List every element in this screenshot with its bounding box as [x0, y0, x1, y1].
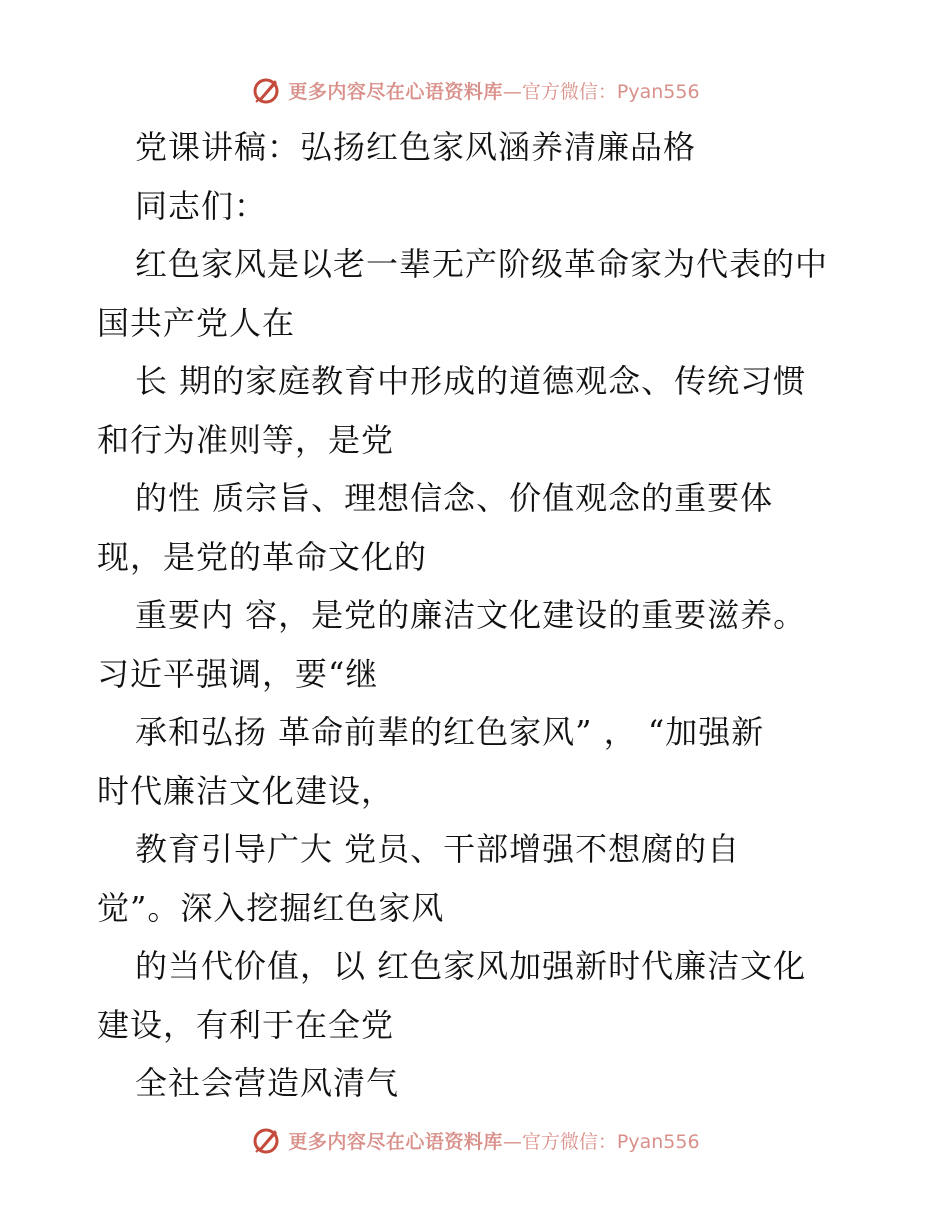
text-line: 长 期的家庭教育中形成的道德观念、传统习惯 — [135, 362, 807, 400]
quill-logo-icon — [250, 1124, 282, 1156]
text-line: 建设，有利于在全党 — [97, 1005, 395, 1044]
text-line: 觉”。深入挖掘红色家风 — [97, 888, 445, 927]
footer-banner-text: 更多内容尽在心语资料库 — [288, 1130, 503, 1153]
text-line: 承和弘扬 革命前辈的红色家风” ， “加强新 — [135, 713, 765, 751]
text-line: 国共产党人在 — [97, 303, 296, 342]
text-line: 和行为准则等，是党 — [97, 420, 395, 459]
text-line: 教育引导广大 党员、干部增强不想腐的自 — [135, 830, 741, 868]
document-title: 党课讲稿：弘扬红色家风涵养清廉品格 — [135, 128, 697, 166]
text-line: 的当代价值，以 红色家风加强新时代廉洁文化 — [135, 947, 807, 985]
footer-banner — [0, 1120, 950, 1160]
quill-logo-icon — [250, 74, 282, 106]
header-contact: —官方微信：Pyan556 — [502, 80, 700, 103]
text-line: 红色家风是以老一辈无产阶级革命家为代表的中 — [135, 245, 829, 283]
header-banner — [0, 70, 950, 110]
text-line: 习近平强调，要“继 — [97, 654, 379, 693]
text-line: 同志们： — [135, 186, 268, 225]
text-line: 的性 质宗旨、理想信念、价值观念的重要体 — [135, 479, 774, 517]
text-line: 现，是党的革命文化的 — [97, 537, 428, 576]
footer-contact: —官方微信：Pyan556 — [502, 1130, 700, 1153]
document-body — [97, 118, 857, 1113]
header-banner-text: 更多内容尽在心语资料库 — [288, 80, 503, 103]
text-line: 时代廉洁文化建设， — [97, 771, 395, 810]
text-line: 重要内 容，是党的廉洁文化建设的重要滋养。 — [135, 596, 807, 634]
text-line: 全社会营造风清气 — [135, 1064, 400, 1102]
